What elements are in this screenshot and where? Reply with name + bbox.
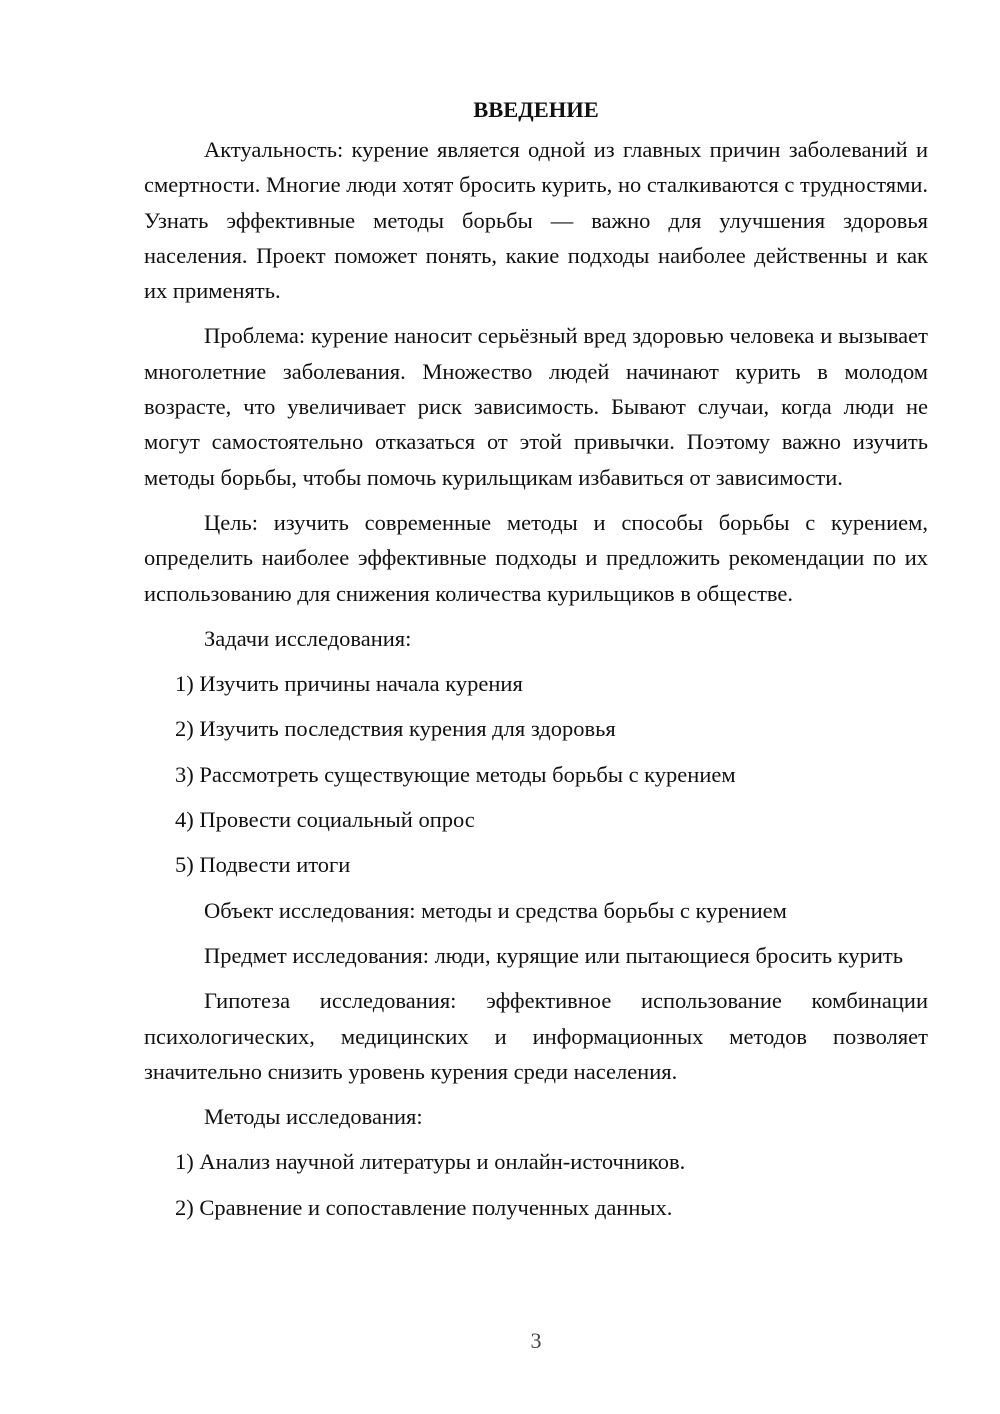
research-hypothesis: Гипотеза исследования: эффективное использование комбинации психологических, медицинских и информационных методов позволяет значительно снизить уровень курения среди населения. bbox=[144, 988, 928, 1084]
document-page bbox=[144, 92, 928, 1235]
goal-paragraph: Цель: изучить современные методы и способы борьбы с курением, определить наиболее эффективные подходы и предложить рекомендации по их использованию для снижения количества курильщиков в обществе. bbox=[144, 509, 928, 606]
problem-paragraph: Проблема: курение наносит серьёзный вред здоровью человека и вызывает многолетние заболевания. Множество людей начинают курить в молодом возрасте, что увеличивает риск зависимость. Бывают случаи, когда люди не могут самостоятельно отказаться от этой привычки. Поэтому важно изучить методы борьбы, чтобы помочь курильщикам избавиться от зависимости. bbox=[144, 323, 928, 490]
relevance-paragraph: Актуальность: курение является одной из главных причин заболеваний и смертности. Многие люди хотят бросить курить, но сталкиваются с трудностями. Узнать эффективные методы борьбы — важно для улучшения здоровья населения. Проект поможет понять, какие подходы наиболее действенны и как их применять. bbox=[144, 137, 928, 304]
task-item-4: 4) Провести социальный опрос bbox=[175, 807, 475, 833]
task-item-5: 5) Подвести итоги bbox=[175, 852, 351, 878]
task-item-2: 2) Изучить последствия курения для здоровья bbox=[175, 716, 616, 742]
method-item-1: 1) Анализ научной литературы и онлайн-источников. bbox=[175, 1149, 686, 1175]
section-title: ВВЕДЕНИЕ bbox=[473, 97, 599, 122]
method-item-2: 2) Сравнение и сопоставление полученных данных. bbox=[175, 1194, 673, 1220]
methods-heading: Методы исследования: bbox=[204, 1104, 423, 1130]
task-item-3: 3) Рассмотреть существующие методы борьбы с курением bbox=[175, 761, 736, 787]
research-subject: Предмет исследования: люди, курящие или пытающиеся бросить курить bbox=[204, 942, 904, 968]
tasks-heading: Задачи исследования: bbox=[204, 625, 412, 651]
task-item-1: 1) Изучить причины начала курения bbox=[175, 671, 523, 697]
page-number: 3 bbox=[530, 1328, 542, 1353]
research-object: Объект исследования: методы и средства борьбы с курением bbox=[204, 897, 787, 923]
